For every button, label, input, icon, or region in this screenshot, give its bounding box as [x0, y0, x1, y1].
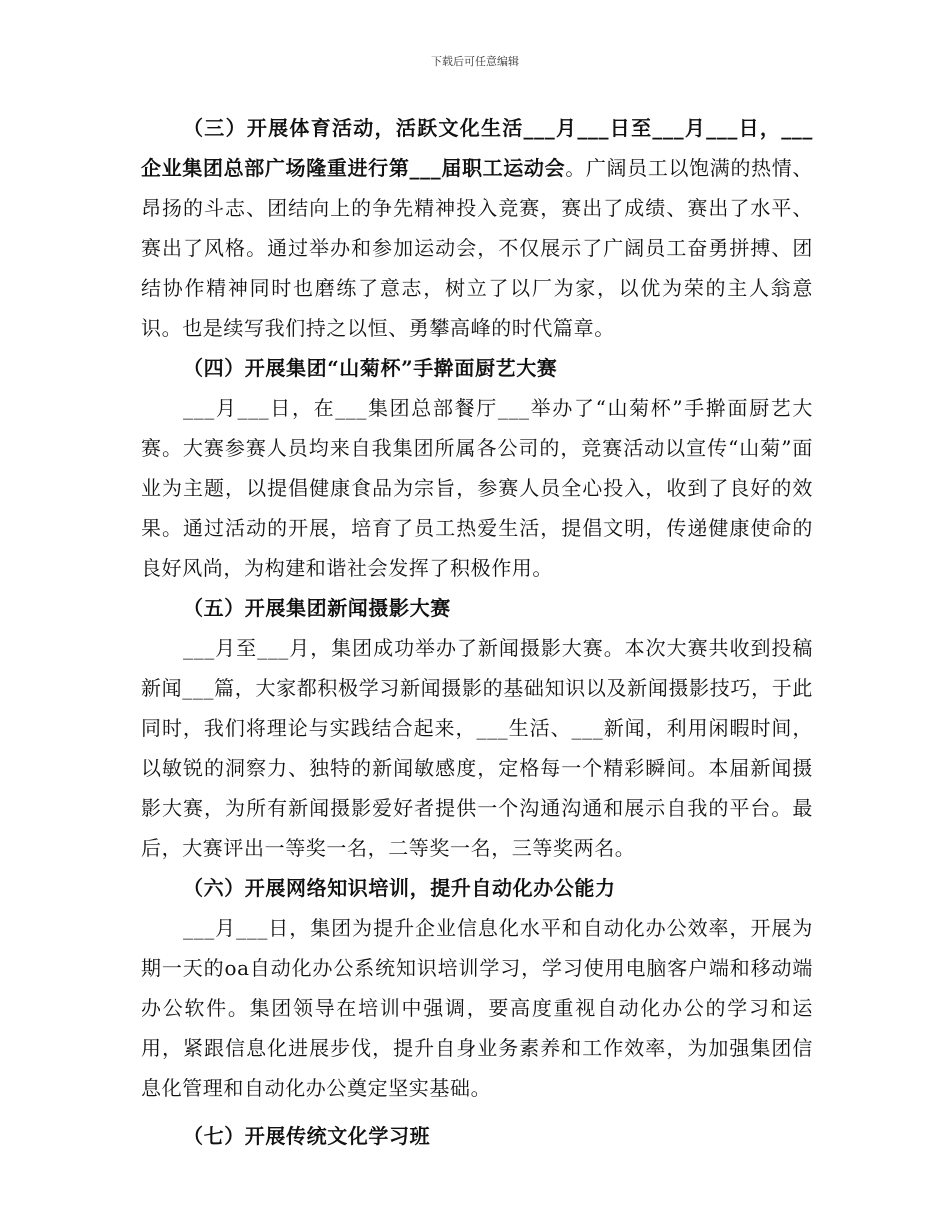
section-3-body: 。广阔员工以饱满的热情、昂扬的斗志、团结向上的争先精神投入竞赛，赛出了成绩、赛出了水平、赛出了风格。通过举办和参加运动会，不仅展示了广阔员工奋勇拼搏、团结协作精神同时也磨练了意志，树立了以厂为家，以优为荣的主人翁意识。也是续写我们持之以恒、勇攀高峰的时代篇章。 — [141, 156, 813, 340]
section-6-body: ___月___日，集团为提升企业信息化水平和自动化办公效率，开展为期一天的oa自动化办公系统知识培训学习，学习使用电脑客户端和移动端办公软件。集团领导在培训中强调，要高度重视自动化办公的学习和运用，紧跟信息化进展步伐，提升自身业务素养和工作效率，为加强集团信息化管理和自动化办公奠定坚实基础。 — [141, 916, 813, 1100]
section-3-heading: （三）开展体育活动，活跃文化生活___月___日至___月___日，___企业集团总部广场隆重进行第___届职工运动会 — [141, 116, 813, 180]
section-4-body: ___月___日，在___集团总部餐厅___举办了“山菊杯”手擀面厨艺大赛。大赛参赛人员均来自我集团所属各公司的，竞赛活动以宣传“山菊”面业为主题，以提倡健康食品为宗旨，参赛人员全心投入，收到了良好的效果。通过活动的开展，培育了员工热爱生活，提倡文明，传递健康使命的良好风尚，为构建和谐社会发挥了积极作用。 — [141, 396, 813, 580]
section-4-heading: （四）开展集团“山菊杯”手擀面厨艺大赛 — [183, 356, 558, 380]
section-3-paragraph — [141, 108, 813, 348]
page-header: 下载后可任意编辑 — [431, 55, 519, 68]
section-5-heading: （五）开展集团新闻摄影大赛 — [183, 596, 451, 620]
document-body — [141, 108, 813, 1156]
section-5-body: ___月至___月，集团成功举办了新闻摄影大赛。本次大赛共收到投稿新闻___篇，大家都积极学习新闻摄影的基础知识以及新闻摄影技巧，于此同时，我们将理论与实践结合起来，___生活、___新闻，利用闲暇时间，以敏锐的洞察力、独特的新闻敏感度，定格每一个精彩瞬间。本届新闻摄影大赛，为所有新闻摄影爱好者提供一个沟通沟通和展示自我的平台。最后，大赛评出一等奖一名，二等奖一名，三等奖两名。 — [141, 636, 813, 860]
section-6-heading: （六）开展网络知识培训，提升自动化办公能力 — [183, 876, 616, 900]
section-7-heading: （七）开展传统文化学习班 — [183, 1124, 431, 1148]
